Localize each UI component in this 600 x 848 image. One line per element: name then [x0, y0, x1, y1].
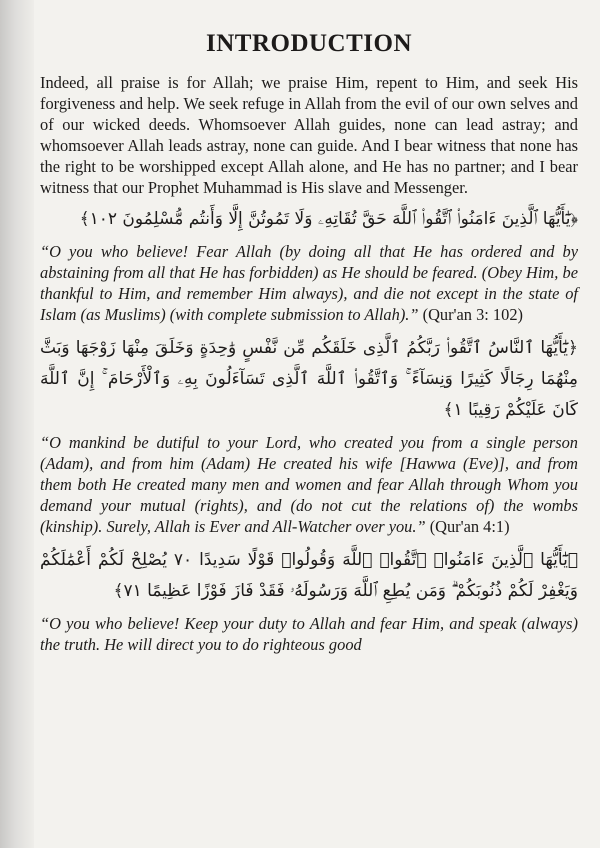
quran-verse-translation: [40, 241, 578, 325]
quran-verse-translation: [40, 613, 578, 655]
translation-text: “O you who believe! Fear Allah (by doing all that He has ordered and by abstaining from all that He has forbidden) as He should be feared. (Obey Him, be thankful to Him, and remember Him always), and die not except in the state of Islam (as Muslims) (with complete submission to Allah).”: [40, 242, 578, 324]
book-spine-shadow: [0, 0, 34, 848]
quran-verse-translation: [40, 432, 578, 537]
intro-paragraph: Indeed, all praise is for Allah; we praise Him, repent to Him, and seek His forgiveness and help. We seek refuge in Allah from the evil of our own selves and of our wicked deeds. Whomsoever Allah guides, none can lead astray; and whomsoever Allah leads astray, none can guide. And I bear witness that none has the right to be worshipped except Allah alone, and He has no partner; and I bear witness that our Prophet Muhammad is His slave and Messenger.: [40, 73, 578, 197]
quran-verse-arabic: ﴿يَٰٓأَيُّهَا ٱلَّذِينَ ءَامَنُوا۟ ٱتَّقُوا۟ ٱللَّهَ حَقَّ تُقَاتِهِۦ وَلَا تَمُوتُنَّ إِلَّا وَأَنتُم مُّسْلِمُونَ ١٠٢﴾: [79, 209, 578, 229]
quran-verse-arabic: ﴿يَٰٓأَيُّهَا ٱلَّذِينَ ءَامَنُوا۟ ٱتَّقُوا۟ ٱللَّهَ وَقُولُوا۟ قَوْلًا سَدِيدًا ٧٠ يُصْلِحْ لَكُمْ أَعْمَٰلَكُمْ وَيَغْفِرْ لَكُمْ ذُنُوبَكُمْ ۗ وَمَن يُطِعِ ٱللَّهَ وَرَسُولَهُۥ فَقَدْ فَازَ فَوْزًا عَظِيمًا ٧١﴾: [40, 550, 579, 601]
book-page: [40, 30, 578, 663]
verse-reference: (Qur'an 4:1): [429, 517, 510, 536]
translation-text: “O mankind be dutiful to your Lord, who created you from a single person (Adam), and from him (Adam) He created his wife [Hawwa (Eve)], and from them both He created many men and women and fear Allah through Whom you demand your mutual (rights), and (do not cut the relations of) the wombs (kinship). Surely, Allah is Ever and All-Watcher over you.”: [40, 433, 578, 536]
translation-text: “O you who believe! Keep your duty to Allah and fear Him, and speak (always) the truth. He will direct you to do righteous good: [40, 614, 578, 654]
verse-reference: (Qur'an 3: 102): [422, 305, 523, 324]
page-title: INTRODUCTION: [205, 30, 413, 57]
quran-verse-arabic: ﴿يَٰٓأَيُّهَا ٱلنَّاسُ ٱتَّقُوا۟ رَبَّكُمُ ٱلَّذِى خَلَقَكُم مِّن نَّفْسٍ وَٰحِدَةٍ وَخَلَقَ مِنْهَا زَوْجَهَا وَبَثَّ مِنْهُمَا رِجَالًا كَثِيرًا وَنِسَآءً ۚ وَٱتَّقُوا۟ ٱللَّهَ ٱلَّذِى تَسَآءَلُونَ بِهِۦ وَٱلْأَرْحَامَ ۚ إِنَّ ٱللَّهَ كَانَ عَلَيْكُمْ رَقِيبًا ١﴾: [40, 338, 578, 420]
